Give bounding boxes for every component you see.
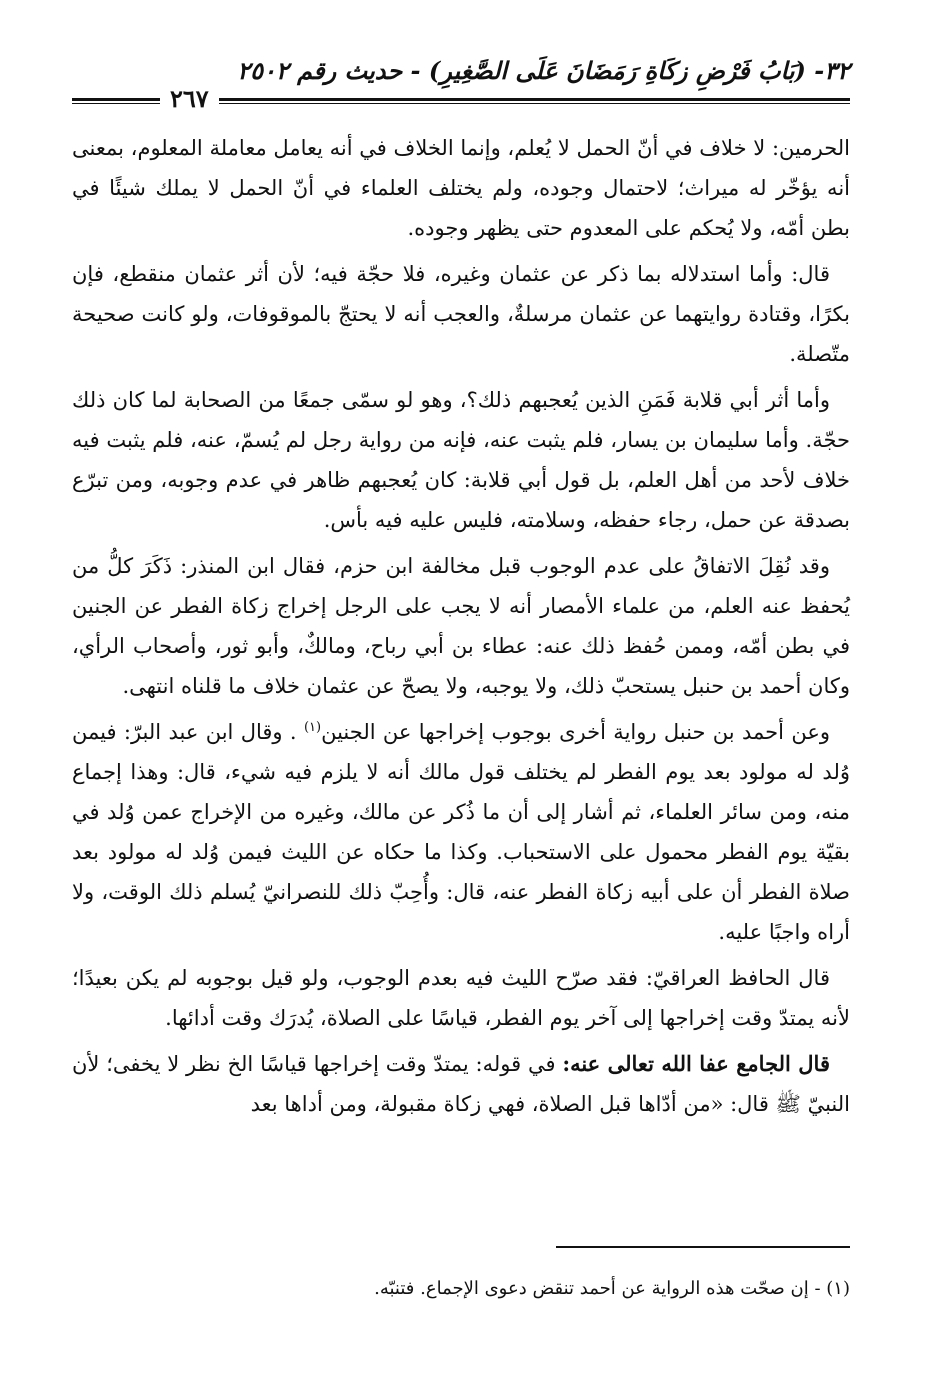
- footnote-separator: [556, 1246, 850, 1248]
- paragraph-3: وأما أثر أبي قلابة فَمَنِ الذين يُعجبهم ذلك؟، وهو لو سمّى جمعًا من الصحابة لما كان ذلك حجّة. وأما سليمان بن يسار، فلم يثبت عنه، فإنه من رواية رجل لم يُسمّ، عنه، فلم يثبت فيه خلاف لأحد من أهل العلم، بل قول أبي قلابة: كان يُعجبهم ظاهر في عدم وجوبه، ومن تبرّع بصدقة عن حمل، رجاء حفظه، وسلامته، فليس عليه فيه بأس.: [72, 388, 850, 532]
- paragraph-5-rest: . وقال ابن عبد البرّ: فيمن وُلد له مولود بعد يوم الفطر لم يختلف قول مالك أنه لا يلزم فيه شيء، قال: وهذا إجماع منه، ومن سائر العلماء، ثم أشار إلى أن ما ذُكر عن مالك، وغيره من الإخراج عمن وُلد في بقيّة يوم الفطر محمول على الاستحباب. وكذا ما حكاه عن الليث فيمن وُلد له مولود بعد صلاة الفطر أن على أبيه زكاة الفطر عنه، قال: وأُحِبّ ذلك للنصرانيّ يُسلم ذلك الوقت، ولا أراه واجبًا عليه.: [72, 720, 850, 944]
- footnote-marker[interactable]: (١): [303, 720, 322, 735]
- page-header: [72, 50, 850, 113]
- page-number: ٢٦٧: [160, 84, 219, 113]
- paragraph-5: [72, 712, 850, 952]
- footnote: (١) - إن صحّت هذه الرواية عن أحمد تنقض دعوى الإجماع. فتنبّه.: [374, 1278, 850, 1299]
- paragraph-1: الحرمين: لا خلاف في أنّ الحمل لا يُعلم، وإنما الخلاف في أنه يعامل معاملة المعلوم، بمعنى أنه يؤخّر له ميراث؛ لاحتمال وجوده، ولم يختلف العلماء في أنّ الحمل لا يملك شيئًا في بطن أمّه، ولا يُحكم على المعدوم حتى يظهر وجوده.: [72, 136, 850, 240]
- paragraph-6: قال الحافظ العراقيّ: فقد صرّح الليث فيه بعدم الوجوب، ولو قيل بوجوبه لم يكن بعيدًا؛ لأنه يمتدّ وقت إخراجها إلى آخر يوم الفطر، قياسًا على الصلاة، يُدرَك وقت أدائها.: [72, 966, 850, 1030]
- paragraph-2: قال: وأما استدلاله بما ذكر عن عثمان وغيره، فلا حجّة فيه؛ لأن أثر عثمان منقطع، فإن بكرًا، وقتادة روايتهما عن عثمان مرسلةٌ، والعجب أنه لا يحتجّ بالموقوفات، ولو كانت صحيحة متّصلة.: [72, 262, 850, 366]
- paragraph-4: وقد نُقِلَ الاتفاقُ على عدم الوجوب قبل مخالفة ابن حزم، فقال ابن المنذر: ذَكَرَ كلُّ من يُحفظ عنه العلم، من علماء الأمصار أنه لا يجب على الرجل إخراج زكاة الفطر عن الجنين في بطن أمّه، وممن حُفظ ذلك عنه: عطاء بن أبي رباح، ومالكٌ، وأبو ثور، وأصحاب الرأي، وكان أحمد بن حنبل يستحبّ ذلك، ولا يوجبه، ولا يصحّ عن عثمان خلاف ما قلناه انتهى.: [72, 554, 850, 698]
- paragraph-5-start: وعن أحمد بن حنبل رواية أخرى بوجوب إخراجها عن الجنين: [321, 720, 830, 744]
- paragraph-7: [72, 1044, 850, 1124]
- book-page: [72, 50, 850, 1299]
- running-title: ٣٢- (بَابُ فَرْضِ زكَاةِ رَمَضَانَ عَلَى الصَّغِيرِ) - حديث رقم ٢٥٠٢: [237, 56, 850, 85]
- main-text: [72, 128, 850, 1130]
- paragraph-7-text: في قوله: يمتدّ وقت إخراجها قياسًا الخ نظر لا يخفى؛ لأن النبيّ ﷺ قال: «من أدّاها قبل الصلاة، فهي زكاة مقبولة، ومن أداها بعد: [72, 1052, 850, 1116]
- compiler-heading: قال الجامع عفا الله تعالى عنه:: [562, 1051, 830, 1076]
